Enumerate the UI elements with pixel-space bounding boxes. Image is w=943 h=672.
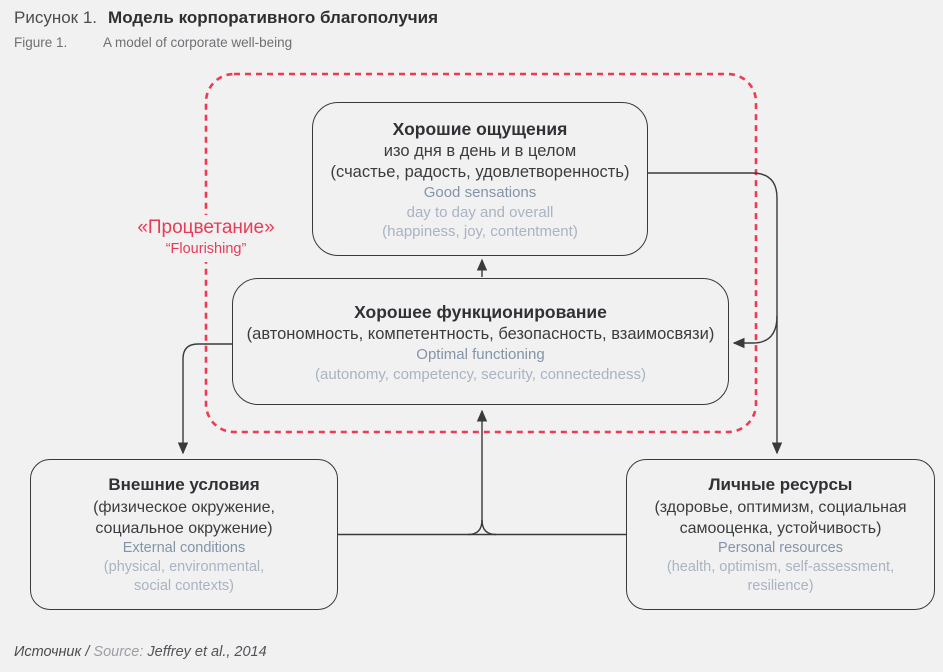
node-line-ru: самооценка, устойчивость) bbox=[679, 520, 882, 537]
connector-joint-fillet-left bbox=[468, 520, 482, 535]
node-line-ru: изо дня в день и в целом bbox=[383, 142, 577, 160]
node-line-en: resilience) bbox=[747, 578, 814, 594]
figure-label-en: Figure 1. bbox=[14, 35, 68, 50]
node-line-en: social contexts) bbox=[134, 578, 234, 594]
node-title-ru: Личные ресурсы bbox=[708, 475, 853, 494]
node-line-en: (autonomy, competency, security, connectedness) bbox=[315, 365, 646, 383]
source-citation: Jeffrey et al., 2014 bbox=[147, 644, 267, 660]
node-line-ru: социальное окружение) bbox=[95, 520, 273, 537]
node-line-ru: (физическое окружение, bbox=[93, 499, 275, 516]
node-title-en: External conditions bbox=[122, 540, 246, 556]
figure-title-ru bbox=[14, 8, 438, 28]
figure-title-text-ru: Модель корпоративного благополучия bbox=[108, 8, 439, 27]
source-label-ru: Источник / bbox=[14, 644, 90, 660]
node-line-en: (happiness, joy, contentment) bbox=[382, 223, 578, 240]
node-title-ru: Хорошее функционирование bbox=[354, 301, 607, 322]
node-good-sensations bbox=[312, 102, 648, 256]
figure-header bbox=[14, 8, 438, 50]
arrow-right-branch-to-functioning bbox=[734, 316, 777, 343]
source-label-en: Source: bbox=[93, 644, 144, 660]
source-line bbox=[14, 644, 267, 660]
flourishing-label-en: “Flourishing” bbox=[165, 241, 247, 257]
node-optimal-functioning bbox=[232, 278, 729, 405]
node-title-ru: Внешние условия bbox=[108, 475, 260, 494]
node-title-en: Good sensations bbox=[423, 184, 537, 201]
arrow-functioning-to-external-conditions bbox=[183, 344, 232, 453]
node-line-en: (health, optimism, self-assessment, bbox=[666, 559, 895, 575]
node-line-ru: (здоровье, оптимизм, социальная bbox=[654, 499, 907, 516]
node-external-conditions bbox=[30, 459, 338, 610]
node-personal-resources bbox=[626, 459, 935, 610]
flourishing-label-ru: «Процветание» bbox=[137, 217, 275, 238]
node-title-en: Optimal functioning bbox=[416, 345, 545, 363]
node-line-ru: (счастье, радость, удовлетворенность) bbox=[330, 163, 630, 181]
figure-title-text-en: A model of corporate well-being bbox=[103, 35, 293, 50]
node-line-en: (physical, environmental, bbox=[103, 559, 265, 575]
node-line-en: day to day and overall bbox=[406, 204, 554, 221]
node-title-ru: Хорошие ощущения bbox=[392, 119, 568, 139]
connector-joint-fillet-right bbox=[482, 520, 496, 535]
node-title-en: Personal resources bbox=[718, 540, 843, 556]
flourishing-label bbox=[116, 215, 296, 262]
figure-title-en bbox=[14, 35, 438, 50]
node-line-ru: (автономность, компетентность, безопасность, взаимосвязи) bbox=[246, 324, 715, 343]
figure-label-ru: Рисунок 1. bbox=[14, 8, 98, 27]
